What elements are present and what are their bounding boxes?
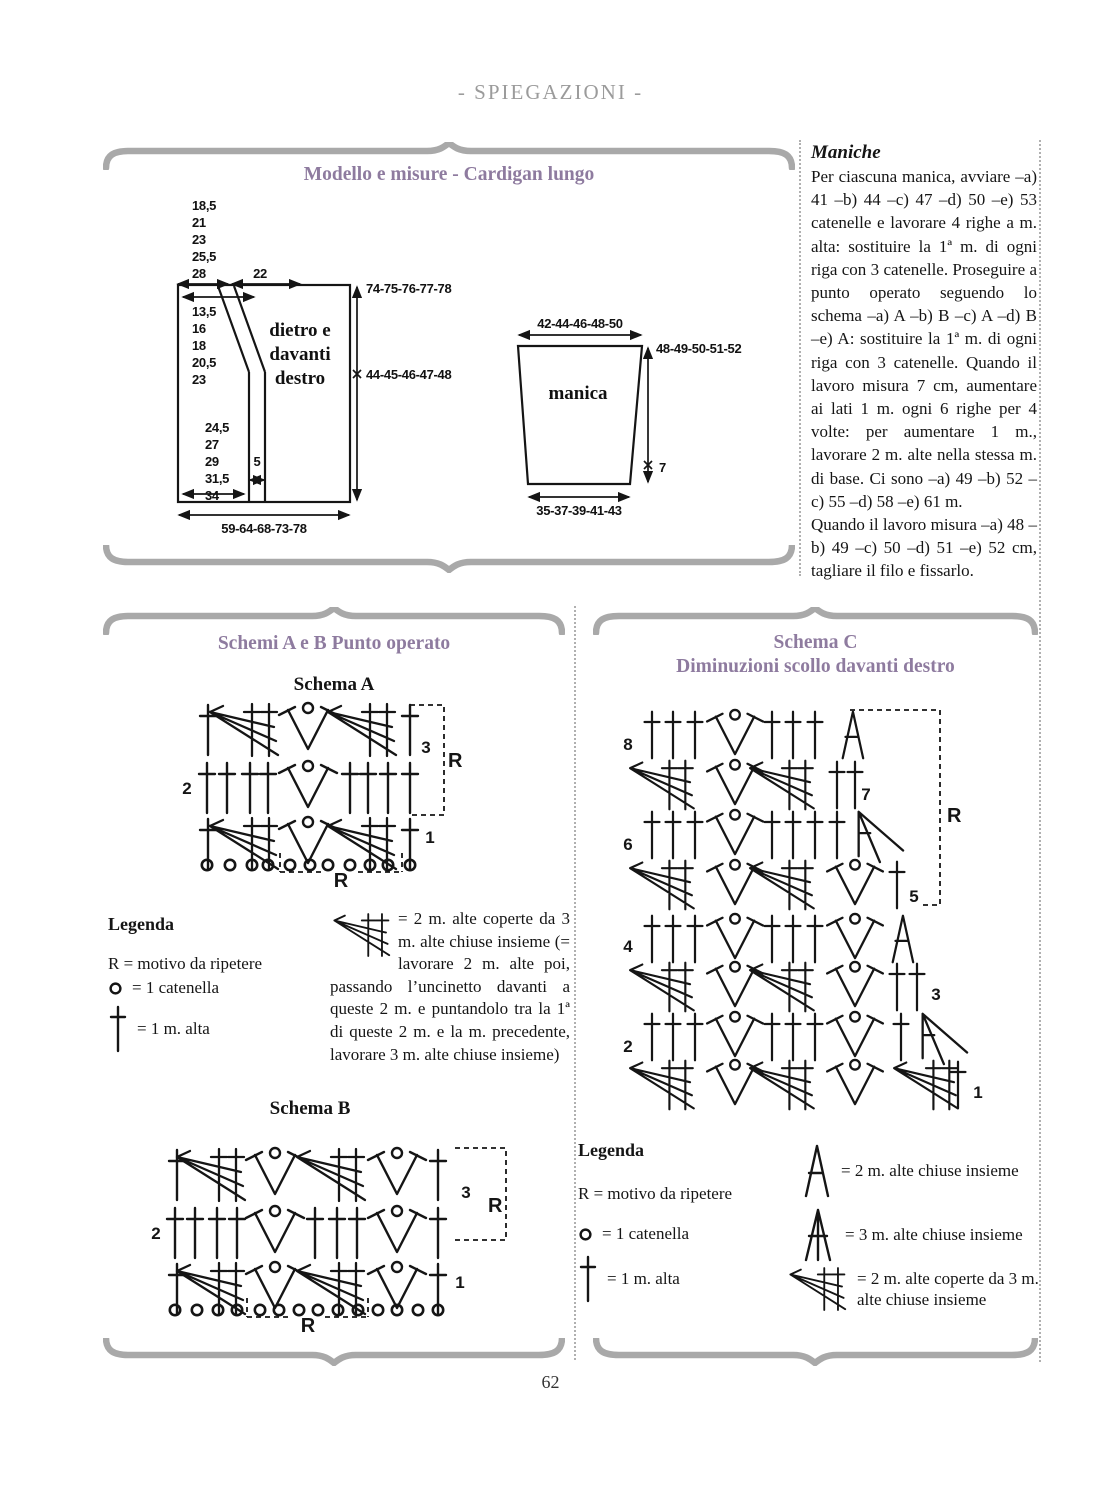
measure-label: 35-37-39-41-43 — [536, 503, 622, 518]
treble-symbol — [402, 763, 418, 813]
treble-symbol — [786, 712, 801, 759]
row-number-label: 2 — [151, 1224, 161, 1243]
treble-symbol — [402, 819, 418, 869]
measure-label: 7 — [659, 460, 666, 475]
legend-repeat: R = motivo da ripetere — [578, 1184, 733, 1203]
dec2-symbol — [800, 1142, 832, 1200]
crossed-trebles-symbol — [750, 963, 814, 1012]
shell-symbol — [279, 817, 337, 863]
measure-label: 34 — [205, 488, 219, 503]
row-number-label: 1 — [425, 828, 435, 847]
crossed-trebles-symbol — [330, 910, 392, 960]
schema-b-chart — [148, 1140, 520, 1335]
row-number-label: 4 — [623, 937, 633, 956]
measure-label: 23 — [192, 372, 206, 387]
measure-label: 74-75-76-77-78 — [366, 281, 452, 296]
repeat-bracket — [850, 710, 940, 905]
legend-dec3 — [800, 1206, 1023, 1264]
treble-symbol — [199, 763, 215, 813]
crossed-trebles-symbol — [750, 1061, 814, 1110]
treble-symbol — [360, 763, 376, 813]
legend-heading: Legenda — [108, 914, 175, 934]
treble-symbol — [890, 964, 905, 1011]
shell-symbol — [707, 810, 763, 854]
legend-fan — [330, 908, 570, 1066]
measure-label: 20,5 — [192, 355, 217, 370]
treble-symbol — [666, 1014, 681, 1061]
sleeve-name: manica — [548, 383, 608, 404]
crossed-trebles-symbol — [177, 1263, 245, 1315]
legend-treble-label: = 1 m. alta — [607, 1269, 680, 1288]
treble-symbol — [808, 712, 823, 759]
legend-treble — [108, 1004, 210, 1054]
legend-treble-label: = 1 m. alta — [137, 1019, 210, 1038]
repeat-label: R — [448, 750, 463, 772]
measure-label: 18 — [192, 338, 206, 353]
treble-symbol — [688, 916, 703, 963]
chain-symbol — [413, 1305, 423, 1315]
treble-symbol — [666, 916, 681, 963]
chain-symbol — [313, 1305, 323, 1315]
dec3-symbol — [800, 1206, 836, 1264]
treble-symbol — [229, 1208, 245, 1258]
row-number-label: 2 — [623, 1037, 633, 1056]
shell-symbol — [368, 1206, 426, 1252]
measure-label: 27 — [205, 437, 219, 452]
treble-symbol — [645, 1014, 660, 1061]
repeat-label: R — [300, 1315, 316, 1335]
brace-bottom-model — [103, 545, 795, 573]
measure-label: 25,5 — [192, 249, 217, 264]
schema-c-title: Schema C — [773, 632, 858, 653]
crossed-trebles-symbol — [328, 818, 396, 870]
crossed-trebles-symbol — [630, 963, 694, 1012]
legend-dec2-label: = 2 m. alte chiuse insieme — [841, 1161, 1019, 1180]
treble-symbol — [430, 1264, 446, 1314]
legend-fan-c-label: = 2 m. alte coperte da 3 m. alte chiuse insieme — [857, 1269, 1039, 1309]
treble-symbol — [242, 763, 258, 813]
chain-symbol — [294, 1305, 304, 1315]
measure-label: 48-49-50-51-52 — [656, 341, 742, 356]
dec2-symbol — [893, 916, 913, 963]
measure-label: 13,5 — [192, 304, 217, 319]
treble-symbol — [666, 812, 681, 859]
crossed-trebles-symbol — [750, 861, 814, 910]
treble-symbol — [688, 812, 703, 859]
chain-symbol — [255, 1305, 265, 1315]
maniche-paragraph: Per ciascuna manica, avviare –a) 41 –b) 44 –c) 47 –d) 50 –e) 53 catenelle e lavorare 4 righe a m. alta: sostituire la 1ª m. di ogni riga con 3 catenelle. Proseguire a punto operato seguendo lo schema –a) A –b) B –c) A –d) B –e) A: sostituire la 1ª m. di ogni riga con 3 catenelle. Quando il lavoro misura 7 cm, aumentare ai lati 1 m. ogni 6 righe per 4 volte: per aumentare 1 m., lavorare 2 m. alte nella stessa m. di base. Ci sono –a) 49 –b) 52 –c) 55 –d) 58 –e) 61 m. — [811, 167, 1037, 511]
treble-symbol — [910, 964, 925, 1011]
treble-symbol — [349, 1208, 365, 1258]
treble-symbol — [786, 1014, 801, 1061]
chain-symbol — [373, 1305, 383, 1315]
crossed-trebles-symbol — [210, 704, 278, 756]
legend-chain — [578, 1224, 689, 1244]
measure-label: 24,5 — [205, 420, 230, 435]
crossed-trebles-symbol — [894, 1061, 958, 1110]
page-header: - SPIEGAZIONI - — [457, 80, 644, 104]
legend-fan-label: = 2 m. alte coperte da 3 m. alte chiuse insieme (= lavorare 2 m. alte poi, passando l’uncinetto davanti a queste 2 m. e puntandolo tra la 1ª di queste 2 m. e la m. precedente, lavorare 3 m. alte chiuse insieme) — [330, 909, 570, 1064]
legend-dec3-label: = 3 m. alte chiuse insieme — [845, 1225, 1023, 1244]
piece-name: davanti — [269, 344, 331, 365]
brace-top-schema-c — [593, 607, 1038, 635]
treble-symbol — [786, 916, 801, 963]
schema-c-chart — [600, 700, 1000, 1120]
shell-symbol — [368, 1148, 426, 1194]
treble-symbol — [430, 1208, 446, 1258]
chain-symbol — [323, 860, 333, 870]
shell-symbol — [827, 914, 883, 958]
row-number-label: 7 — [861, 785, 871, 804]
treble-symbol — [260, 763, 276, 813]
dec3-symbol — [859, 812, 903, 862]
maniche-title: Maniche — [811, 142, 881, 163]
treble-symbol — [430, 1150, 446, 1200]
crossed-trebles-symbol — [177, 1149, 245, 1201]
treble-symbol — [167, 1208, 183, 1258]
chain-symbol — [345, 860, 355, 870]
treble-symbol — [808, 1014, 823, 1061]
sleeve-outline — [518, 346, 642, 484]
treble-symbol — [108, 1004, 128, 1054]
measure-label: 31,5 — [205, 471, 230, 486]
treble-symbol — [765, 712, 780, 759]
chain-symbol — [225, 860, 235, 870]
measure-label: 18,5 — [192, 198, 217, 213]
treble-symbol — [765, 1014, 780, 1061]
treble-symbol — [402, 705, 418, 755]
legend-chain — [108, 978, 219, 998]
measure-label: 22 — [253, 266, 267, 281]
shell-symbol — [246, 1148, 304, 1194]
treble-symbol — [342, 763, 358, 813]
page-edge-divider — [1039, 140, 1041, 1362]
crossed-trebles-symbol — [786, 1264, 848, 1314]
cardigan-schematic — [108, 192, 808, 544]
chain-symbol — [192, 1305, 202, 1315]
chain-symbol — [578, 1227, 593, 1242]
front-band-lines — [218, 286, 265, 502]
row-number-label: 3 — [931, 985, 941, 1004]
treble-symbol — [765, 916, 780, 963]
treble-symbol — [645, 916, 660, 963]
measure-label: 59-64-68-73-78 — [221, 521, 307, 536]
treble-symbol — [307, 1208, 323, 1258]
measure-label: 44-45-46-47-48 — [366, 367, 452, 382]
crossed-trebles-symbol — [328, 704, 396, 756]
treble-symbol — [808, 812, 823, 859]
page-number: 62 — [541, 1372, 560, 1392]
shell-symbol — [279, 761, 337, 807]
shell-symbol — [707, 1012, 763, 1056]
treble-symbol — [666, 712, 681, 759]
piece-name: dietro e — [269, 320, 331, 341]
repeat-bracket — [410, 705, 444, 815]
row-number-label: 1 — [455, 1273, 465, 1292]
row-number-label: 2 — [182, 779, 192, 798]
treble-symbol — [329, 1208, 345, 1258]
legend-chain-label: = 1 catenella — [602, 1224, 689, 1243]
row-number-label: 1 — [973, 1083, 983, 1102]
model-section-title: Modello e misure - Cardigan lungo — [303, 164, 595, 185]
crossed-trebles-symbol — [750, 761, 814, 810]
shell-symbol — [246, 1206, 304, 1252]
chain-symbol — [274, 1305, 284, 1315]
shell-symbol — [827, 962, 883, 1006]
measure-label: 16 — [192, 321, 206, 336]
treble-symbol — [688, 1014, 703, 1061]
treble-symbol — [786, 812, 801, 859]
chain-symbol — [170, 1305, 180, 1315]
repeat-label: R — [947, 805, 962, 827]
treble-symbol — [830, 762, 845, 809]
crossed-trebles-symbol — [297, 1149, 365, 1201]
treble-symbol — [187, 1208, 203, 1258]
treble-symbol — [219, 763, 235, 813]
shell-symbol — [246, 1262, 304, 1308]
row-number-label: 8 — [623, 735, 633, 754]
column-divider — [799, 140, 801, 576]
treble-symbol — [890, 862, 905, 909]
schema-c-subtitle: Diminuzioni scollo davanti destro — [676, 656, 955, 677]
measure-label: 42-44-46-48-50 — [537, 316, 623, 331]
treble-symbol — [688, 712, 703, 759]
shell-symbol — [827, 1060, 883, 1104]
brace-bottom-schema-c — [593, 1338, 1038, 1366]
row-number-label: 3 — [461, 1183, 471, 1202]
treble-symbol — [380, 763, 396, 813]
shell-symbol — [827, 860, 883, 904]
crossed-trebles-symbol — [630, 861, 694, 910]
measure-label: 5 — [253, 454, 261, 469]
legend-fan-c — [786, 1264, 1060, 1314]
row-number-label: 5 — [909, 887, 919, 906]
shell-symbol — [279, 703, 337, 749]
treble-symbol — [848, 762, 863, 809]
maniche-paragraph: Quando il lavoro misura –a) 48 –b) 49 –c) 50 –d) 51 –e) 52 cm, tagliare il filo e fissarlo. — [811, 515, 1037, 581]
brace-top-schemi-ab — [103, 607, 565, 635]
schemi-ab-title: Schemi A e B Punto operato — [217, 633, 451, 654]
column-divider — [574, 606, 576, 1360]
treble-symbol — [765, 812, 780, 859]
chain-symbol — [108, 981, 123, 996]
measure-label: 23 — [192, 232, 206, 247]
schema-a-chart — [178, 695, 473, 890]
row-number-label: 3 — [421, 738, 431, 757]
schema-a-title: Schema A — [293, 674, 375, 695]
legend-treble — [578, 1254, 680, 1304]
dec2-symbol — [843, 712, 863, 759]
piece-name: destro — [274, 368, 326, 389]
treble-symbol — [578, 1254, 598, 1304]
yarn-photo — [345, 0, 792, 62]
shell-symbol — [707, 710, 763, 754]
treble-symbol — [645, 712, 660, 759]
treble-symbol — [209, 1208, 225, 1258]
repeat-label: R — [333, 870, 349, 890]
legend-repeat: R = motivo da ripetere — [108, 954, 263, 973]
repeat-label: R — [488, 1195, 503, 1217]
measure-label: 29 — [205, 454, 219, 469]
shell-symbol — [707, 914, 763, 958]
treble-symbol — [645, 812, 660, 859]
measure-label: 28 — [192, 266, 206, 281]
chain-symbol — [285, 860, 295, 870]
crossed-trebles-symbol — [630, 761, 694, 810]
treble-symbol — [830, 812, 845, 859]
treble-symbol — [894, 1014, 909, 1061]
measure-label: 21 — [192, 215, 206, 230]
legend-chain-label: = 1 catenella — [132, 978, 219, 997]
brace-bottom-schemi-ab — [103, 1338, 565, 1366]
legend-heading: Legenda — [578, 1140, 645, 1160]
legend-dec2 — [800, 1142, 1019, 1200]
maniche-instructions — [811, 142, 1037, 583]
dec3-symbol — [923, 1014, 967, 1064]
crossed-trebles-symbol — [210, 818, 278, 870]
row-number-label: 6 — [623, 835, 633, 854]
schema-b-title: Schema B — [269, 1098, 351, 1119]
crossed-trebles-symbol — [630, 1061, 694, 1110]
shell-symbol — [368, 1262, 426, 1308]
treble-symbol — [808, 916, 823, 963]
shell-symbol — [827, 1012, 883, 1056]
